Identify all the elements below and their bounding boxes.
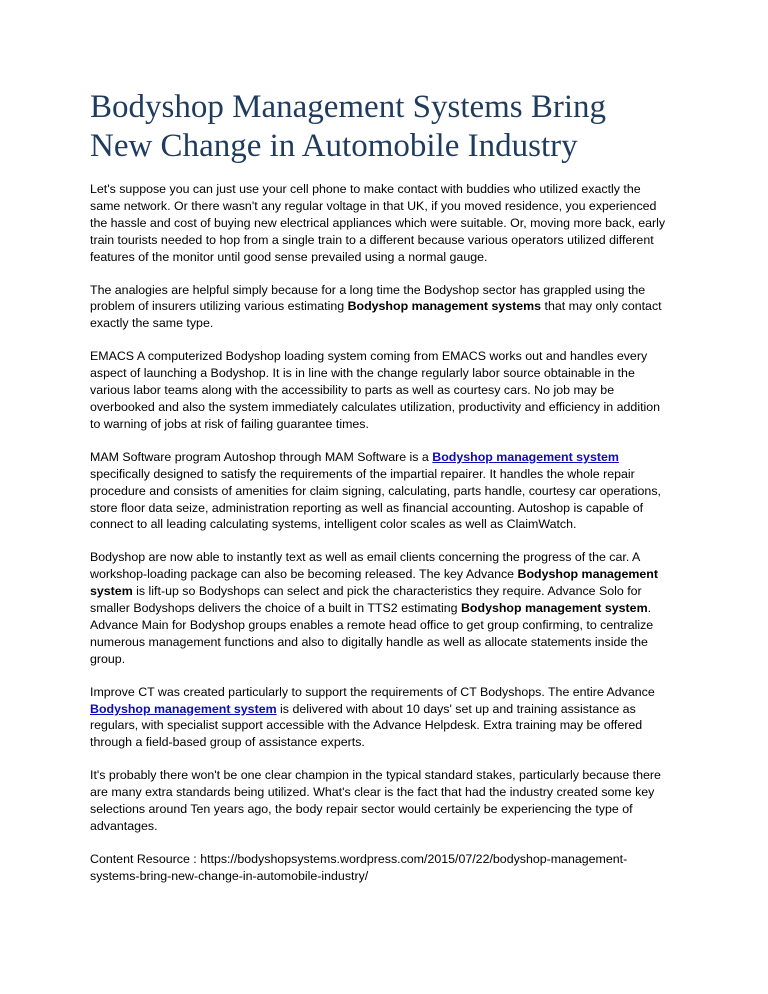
text-run: Improve CT was created particularly to support the requirements of CT Bodyshops. The entire Advance bbox=[90, 684, 655, 699]
page-title bbox=[90, 88, 670, 166]
paragraph-analogies bbox=[90, 282, 670, 333]
paragraph-conclusion: It's probably there won't be one clear champion in the typical standard stakes, particularly because there are many extra standards being utilized. What's clear is the fact that had the industry created some key selections around Ten years ago, the body repair sector would certainly be experiencing the type of advantages. bbox=[90, 768, 661, 833]
content-source bbox=[90, 851, 670, 885]
bold-keyword: Bodyshop management systems bbox=[347, 299, 542, 314]
paragraph-improve-ct bbox=[90, 684, 670, 752]
paragraph-mam bbox=[90, 449, 670, 534]
title-line-1: Bodyshop Management Systems Bring bbox=[90, 89, 607, 125]
bodyshop-system-link[interactable]: Bodyshop management system bbox=[90, 701, 277, 716]
bold-keyword: Bodyshop management system bbox=[90, 567, 658, 599]
bodyshop-system-link[interactable]: Bodyshop management system bbox=[432, 449, 619, 464]
document-body bbox=[90, 88, 670, 901]
paragraph-emacs: EMACS A computerized Bodyshop loading system coming from EMACS works out and handles every aspect of launching a Bodyshop. It is in line with the change regularly labor source obtainable in the various labor teams along with the accessibility to parts as well as courtesy cars. No job may be overbooked and also the system immediately calculates utilization, productivity and efficiency in addition to warning of jobs at risk of failing guarantee times. bbox=[90, 349, 661, 431]
source-line-2: systems-bring-new-change-in-automobile-industry/ bbox=[90, 868, 369, 883]
title-line-2: New Change in Automobile Industry bbox=[90, 128, 578, 164]
bold-keyword: Bodyshop management system bbox=[460, 601, 648, 616]
text-run: The analogies are helpful simply because for a long time the Bodyshop sector has grappled using the problem of insurers utilizing various estimating bbox=[90, 282, 646, 314]
paragraph-intro: Let's suppose you can just use your cell phone to make contact with buddies who utilized exactly the same network. Or there wasn't any regular voltage in that UK, if you moved residence, you experienced the hassle and cost of buying new electrical appliances which were suitable. Or, moving more back, early train tourists needed to hop from a single train to a different because various operators utilized different features of the monitor until good sense prevailed using a normal gauge. bbox=[90, 182, 666, 264]
text-run: specifically designed to satisfy the requirements of the impartial repairer. It handles the whole repair procedure and consists of amenities for claim signing, calculating, parts handle, courtesy car operations, store floor data seize, administration reporting as well as financial accounting. Autoshop is capable of connect to all leading calculating systems, intelligent color scales as well as ClaimWatch. bbox=[90, 466, 661, 532]
text-run: . Advance Main for Bodyshop groups enables a remote head office to get group confirming, to centralize numerous management functions and also to digitally handle as well as allocate statements inside the group. bbox=[90, 601, 654, 666]
text-run: is delivered with about 10 days' set up and training assistance as regulars, with specialist support accessible with the Advance Helpdesk. Extra training may be offered through a field-based group of assistance experts. bbox=[90, 701, 643, 750]
source-line-1: Content Resource : https://bodyshopsystems.wordpress.com/2015/07/22/bodyshop-management- bbox=[90, 851, 628, 866]
text-run: MAM Software program Autoshop through MAM Software is a bbox=[90, 449, 433, 464]
text-run: that may only contact exactly the same type. bbox=[90, 299, 662, 331]
paragraph-advance bbox=[90, 549, 670, 667]
text-run: is lift-up so Bodyshops can select and pick the characteristics they require. Advance Solo for smaller Bodyshops delivers the choice of a built in TTS2 estimating bbox=[90, 584, 642, 616]
text-run: Bodyshop are now able to instantly text as well as email clients concerning the progress of the car. A workshop-loading package can also be becoming released. The key Advance bbox=[90, 550, 640, 582]
